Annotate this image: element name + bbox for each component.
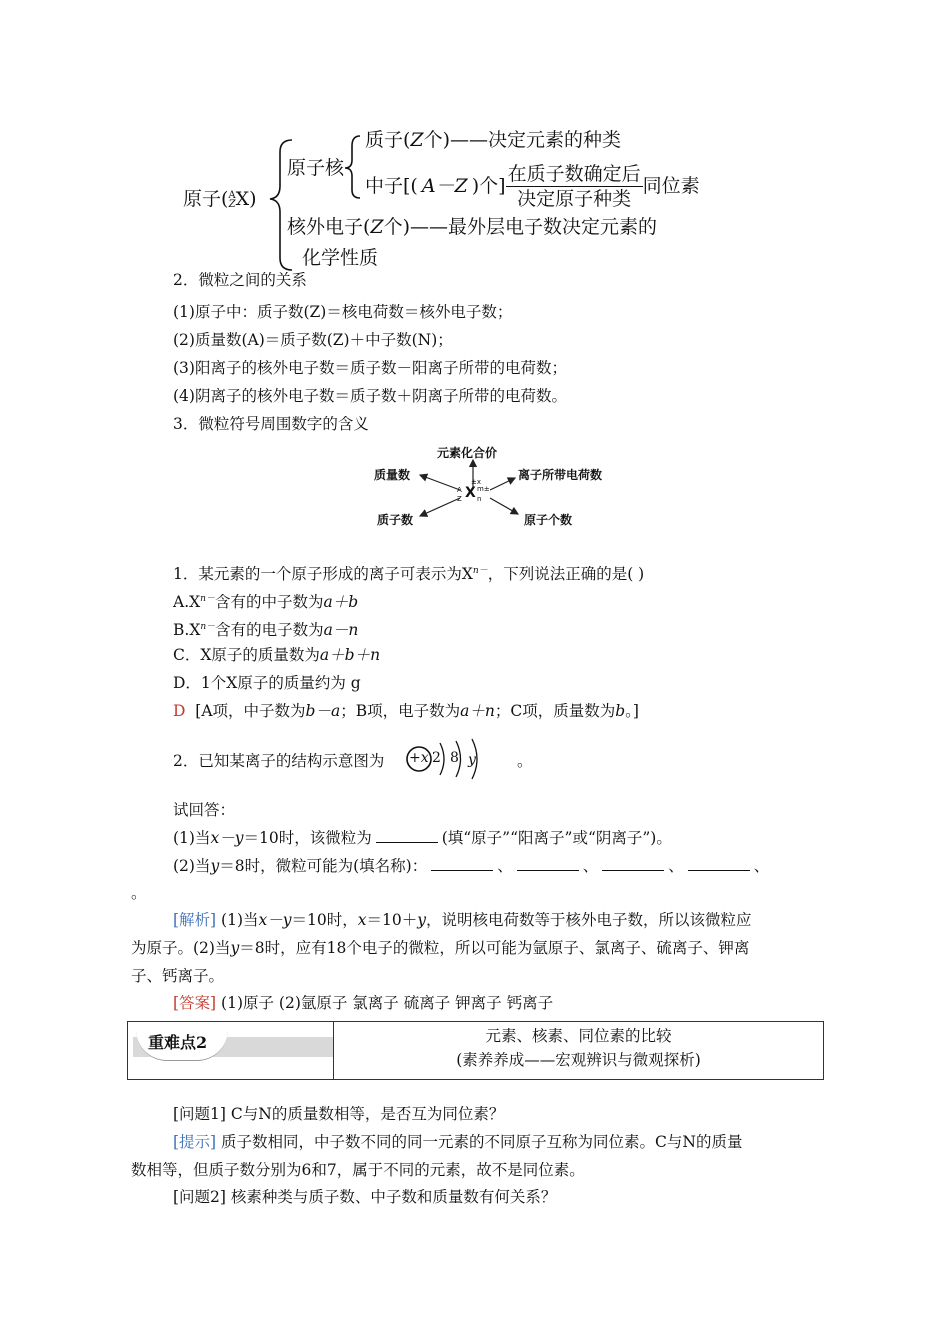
hint-line-2: 数相等，但质子数分别为6和7，属于不同的元素，故不是同位素。 — [131, 1161, 585, 1179]
keypoint-label: 重难点2 — [148, 1033, 208, 1052]
q2-sub2-blank-1[interactable] — [431, 856, 493, 871]
nucleus-label: 原子核 — [287, 157, 345, 179]
q1-answer-letter: D — [173, 702, 186, 720]
q2-sub2-blank-3[interactable] — [602, 856, 664, 871]
q1-option-a[interactable]: $A.X^{n-}$含有的中子数为a＋b — [173, 593, 359, 612]
q2-ask: 试回答： — [173, 801, 236, 819]
neutron-line: 中子[( A－Z )个] $\frac{\text{在质子数确定后}}{\text{决定原子种类}}$ 同位素 — [365, 162, 700, 210]
section2-heading: 2．微粒之间的关系 — [173, 271, 307, 289]
diagram-left-top-label: 质量数 — [374, 468, 411, 482]
q2-analysis-line-1: [解析] (1)当x－y＝10时，x＝10＋y，说明核电荷数等于核外电子数，所以该微粒应 — [173, 911, 752, 929]
neutron-fraction: $\frac{\text{在质子数确定后}}{\text{决定原子种类}}$ — [507, 162, 641, 210]
q2-sub1-blank[interactable] — [376, 828, 438, 843]
answer-tag: [答案] — [173, 994, 217, 1012]
q2-sub1: (1)当x－y＝10时，该微粒为 (填“原子”“阳离子”或“阴离子”)。 — [173, 829, 672, 847]
keypoint-box — [127, 1021, 824, 1080]
electron-line: 核外电子(Z个)——最外层电子数决定元素的 — [287, 216, 658, 238]
keypoint-title: 元素、核素、同位素的比较 — [485, 1027, 672, 1045]
q1-answer: D [A项，中子数为b－a；B项，电子数为a＋n；C项，质量数为b。] — [173, 702, 639, 720]
diagram-top-label: 元素化合价 — [437, 446, 498, 460]
diagram-right-bottom-label: 原子个数 — [524, 513, 573, 527]
hint-line-1: [提示] 质子数相同，中子数不同的同一元素的不同原子互称为同位素。C与N的质量 — [173, 1133, 743, 1151]
q1-option-c[interactable]: C．X原子的质量数为a＋b＋n — [173, 646, 381, 664]
q1-stem: 1．某元素的一个原子形成的离子可表示为$X^{n-}$，下列说法正确的是( ) — [173, 565, 645, 584]
q2-stem: 2．已知某离子的结构示意图为 — [173, 752, 385, 770]
diagram-right-top-label: 离子所带电荷数 — [518, 468, 603, 482]
electron-line-2: 化学性质 — [302, 247, 379, 269]
q2-sub2-blank-4[interactable] — [688, 856, 750, 871]
q2-analysis-line-3: 子、钙离子。 — [131, 967, 225, 985]
section2-line-2: (2)质量数(A)＝质子数(Z)＋中子数(N)； — [173, 331, 453, 349]
issue-2: [问题2] 核素种类与质子数、中子数和质量数有何关系？ — [173, 1188, 557, 1206]
proton-line: 质子(Z个)——决定元素的种类 — [365, 129, 622, 151]
section2-line-1: (1)原子中：质子数(Z)＝核电荷数＝核外电子数； — [173, 303, 513, 321]
q2-stem-end: 。 — [517, 752, 533, 770]
atom-root: 原子( A Z X) — [183, 188, 257, 210]
diagram-symbol: ±x A Z X m± n — [457, 478, 490, 503]
section2-line-3: (3)阳离子的核外电子数＝质子数－阳离子所带的电荷数； — [173, 359, 567, 377]
q2-sub2: (2)当y＝8时，微粒可能为(填名称)： 、 、 、 、 — [173, 857, 770, 875]
issue-1: [问题1] C与N的质量数相等，是否互为同位素？ — [173, 1105, 505, 1123]
ion-structure-diagram: +x 2 8 y — [402, 734, 502, 780]
hint-tag: [提示] — [173, 1133, 217, 1151]
q2-answer: [答案] (1)原子 (2)氩原子 氯离子 硫离子 钾离子 钙离子 — [173, 994, 554, 1012]
q2-sub2-blank-2[interactable] — [517, 856, 579, 871]
section3-heading: 3．微粒符号周围数字的含义 — [173, 415, 369, 433]
q1-option-b[interactable]: $B.X^{n-}$含有的电子数为a－n — [173, 621, 359, 640]
q2-sub2-cont: 。 — [131, 884, 147, 902]
diagram-left-bottom-label: 质子数 — [377, 513, 414, 527]
keypoint-subtitle: (素养养成——宏观辨识与微观探析) — [456, 1051, 701, 1069]
q1-option-d[interactable]: D．1个X原子的质量约为 g — [173, 674, 361, 692]
section2-line-4: (4)阴离子的核外电子数＝质子数＋阴离子所带的电荷数。 — [173, 387, 567, 405]
analysis-tag: [解析] — [173, 911, 217, 929]
q2-analysis-line-2: 为原子。(2)当y＝8时，应有18个电子的微粒，所以可能为氩原子、氯离子、硫离子、钾离 — [131, 939, 750, 957]
